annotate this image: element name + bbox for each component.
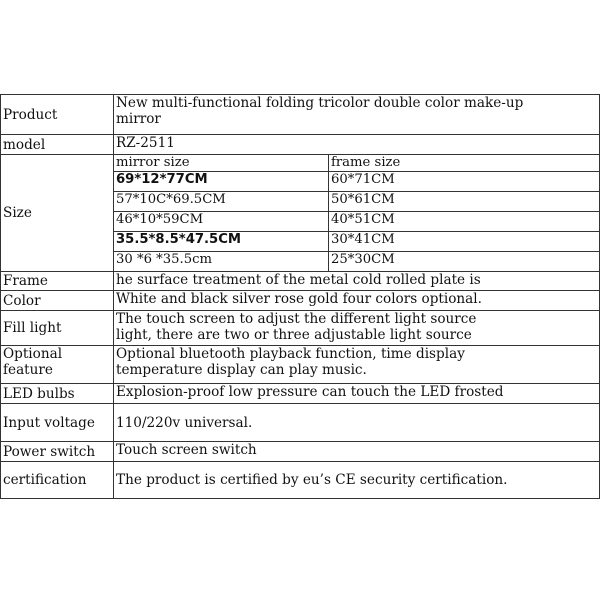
mirror-size: 57*10C*69.5CM: [114, 192, 329, 212]
row-value-power-switch: Touch screen switch: [114, 442, 600, 462]
size-subtable: [114, 155, 599, 271]
size-row: [114, 172, 599, 192]
product-line-1: New multi-functional folding tricolor double color make-up: [116, 95, 524, 111]
table-row: [1, 404, 600, 442]
size-header-frame: frame size: [329, 155, 600, 172]
row-value-frame: he surface treatment of the metal cold rolled plate is: [114, 272, 600, 291]
size-row: [114, 232, 599, 252]
row-label-optional-feature: [1, 346, 114, 384]
row-label-certification: certification: [1, 462, 114, 499]
row-label-led-bulbs: LED bulbs: [1, 384, 114, 404]
table-row: [1, 272, 600, 291]
frame-size: 40*51CM: [329, 212, 600, 232]
size-row: [114, 252, 599, 272]
row-label-model: model: [1, 135, 114, 155]
row-label-frame: Frame: [1, 272, 114, 291]
row-label-product: Product: [1, 95, 114, 135]
size-header-row: [114, 155, 599, 172]
frame-size: 30*41CM: [329, 232, 600, 252]
frame-size: 25*30CM: [331, 252, 395, 267]
table-row: [1, 462, 600, 499]
mirror-size: 30 *6 *35.5cm: [114, 252, 329, 272]
optional-label-line-2: feature: [3, 362, 53, 378]
row-label-size: Size: [1, 155, 114, 272]
table-row: [1, 135, 600, 155]
table-row: [1, 95, 600, 135]
fill-light-line-1: The touch screen to adjust the different light source: [116, 311, 477, 327]
size-row: [114, 192, 599, 212]
row-label-fill-light: Fill light: [1, 311, 114, 346]
spec-table: [0, 94, 600, 499]
frame-size: 50*61CM: [329, 192, 600, 212]
row-value-product: [114, 95, 600, 135]
mirror-size: 35.5*8.5*47.5CM: [114, 232, 329, 252]
row-value-model: RZ-2511: [114, 135, 600, 155]
size-header-mirror: mirror size: [114, 155, 329, 172]
table-row: [1, 311, 600, 346]
table-row: [1, 442, 600, 462]
frame-size: 60*71CM: [329, 172, 600, 192]
row-label-power-switch: Power switch: [1, 442, 114, 462]
table-row: [1, 291, 600, 311]
row-value-fill-light: [114, 311, 600, 346]
product-line-2: mirror: [116, 111, 161, 127]
optional-line-1: Optional bluetooth playback function, time display: [116, 346, 465, 362]
table-row: [1, 384, 600, 404]
row-value-led-bulbs: Explosion-proof low pressure can touch the LED frosted: [114, 384, 600, 404]
mirror-size: 69*12*77CM: [114, 172, 329, 192]
table-row: [1, 155, 600, 272]
fill-light-line-2: light, there are two or three adjustable light source: [116, 327, 472, 343]
row-value-color: White and black silver rose gold four colors optional.: [114, 291, 600, 311]
row-label-input-voltage: Input voltage: [1, 404, 114, 442]
optional-label-line-1: Optional: [3, 346, 63, 362]
mirror-size: 46*10*59CM: [114, 212, 329, 232]
row-value-certification: The product is certified by eu’s CE security certification.: [114, 462, 600, 499]
row-value-input-voltage: 110/220v universal.: [114, 404, 600, 442]
table-row: [1, 346, 600, 384]
row-value-optional-feature: [114, 346, 600, 384]
optional-line-2: temperature display can play music.: [116, 362, 367, 378]
size-row: [114, 212, 599, 232]
row-label-color: Color: [1, 291, 114, 311]
size-subtable-cell: [114, 155, 600, 272]
